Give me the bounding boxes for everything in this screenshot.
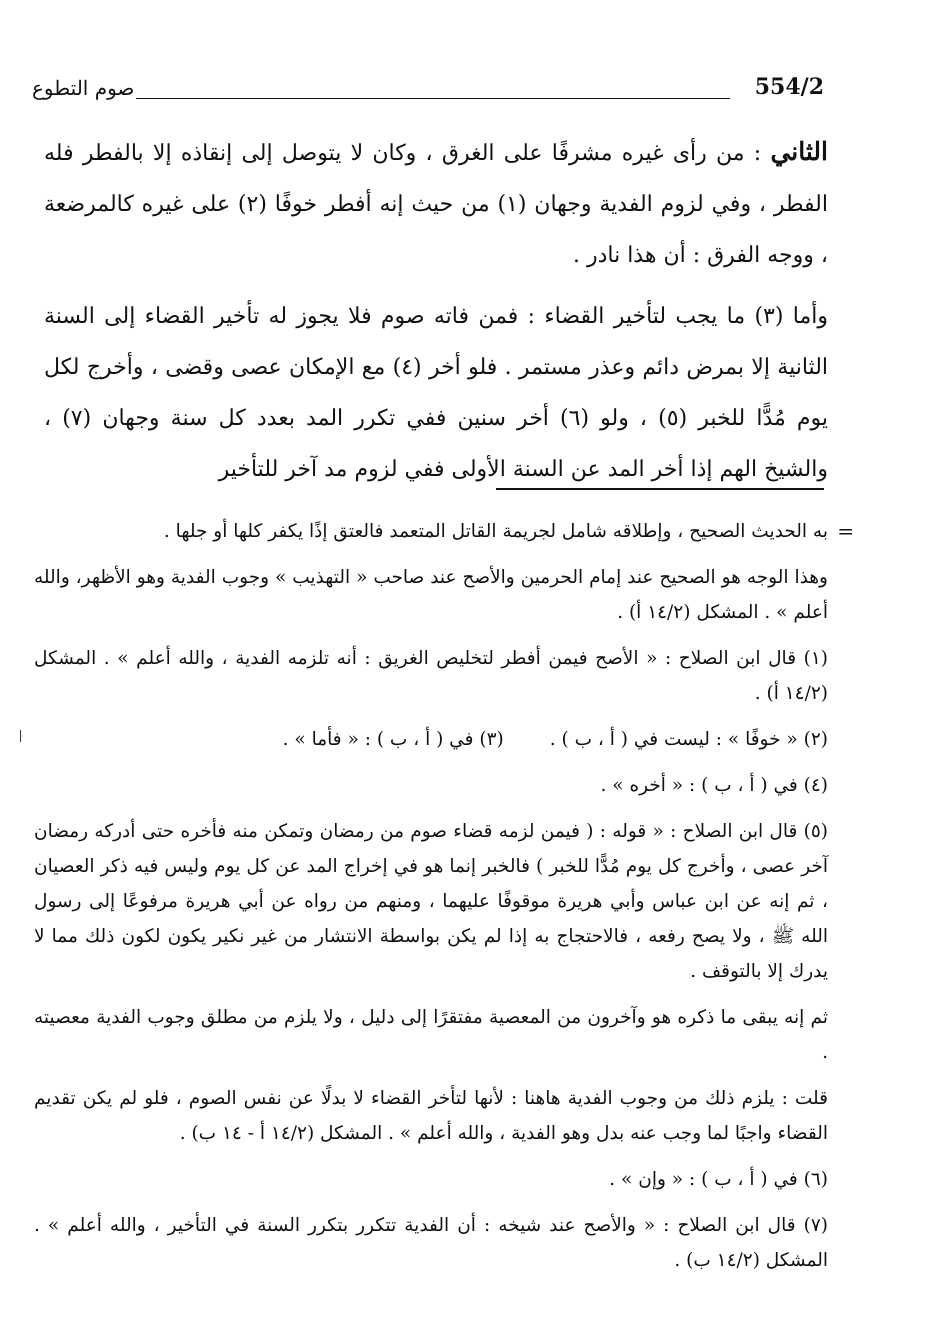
footnote: (٢) « خوفًا » : ليست في ( أ ، ب ) . bbox=[549, 729, 828, 750]
scan-mark bbox=[20, 730, 21, 742]
continuation-mark: = bbox=[837, 519, 854, 543]
page-header bbox=[28, 74, 828, 110]
footnote: (٥) قال ابن الصلاح : « قوله : ( فيمن لزمه قضاء صوم من رمضان وتمكن منه فأخره حتى أدركه رمضان آخر عصى ، وأخرج كل يوم مُدًّا للخبر ) فالخبر إنما هو في إخراج المد عن كل يوم وليس فيه ذكر العصيان ، ثم إنه عن ابن عباس وأبي هريرة موقوفًا عليهما ، ومنهم من رواه عن أبي هريرة مرفوعًا إلى رسول الله ﷺ ، ولا يصح رفعه ، فالاحتجاج به إذا لم يكن بواسطة الانتشار من غير نكير يكون لكون ذلك مما لا يدرك إلا بالتوقف . bbox=[34, 821, 828, 982]
footnote-continuation: به الحديث الصحيح ، وإطلاقه شامل لجريمة القاتل المتعمد فالعتق إذًا يكفر كلها أو جلها . bbox=[163, 521, 828, 542]
paragraph-lead: الثاني bbox=[770, 137, 828, 166]
footnote-continuation: وهذا الوجه هو الصحيح عند إمام الحرمين والأصح عند صاحب « التهذيب » وجوب الفدية وهو الأظهر، والله أعلم » . المشكل (١٤/٢ أ) . bbox=[34, 567, 828, 623]
page-number: 554/2 bbox=[754, 74, 824, 100]
footnote: (٤) في ( أ ، ب ) : « أخره » . bbox=[600, 775, 828, 796]
paragraph-text: : من رأى غيره مشرفًا على الغرق ، وكان لا يتوصل إلى إنقاذه إلا بالفطر فله الفطر ، وفي لزوم الفدية وجهان (١) من حيث إنه أفطر خوفًا (٢) على غيره كالمرضعة ، ووجه الفرق : أن هذا نادر . bbox=[44, 141, 828, 268]
header-rule bbox=[136, 98, 730, 99]
footnote: (٣) في ( أ ، ب ) : « فأما » . bbox=[282, 729, 504, 750]
footnote: (٦) في ( أ ، ب ) : « وإن » . bbox=[609, 1169, 828, 1190]
footnotes bbox=[34, 514, 854, 1289]
paragraph bbox=[44, 126, 828, 281]
footnote: ثم إنه يبقى ما ذكره هو وآخرون من المعصية مفتقرًا إلى دليل ، ولا يلزم من مطلق وجوب الفدية معصيته . bbox=[34, 1007, 828, 1063]
paragraph: وأما (٣) ما يجب لتأخير القضاء : فمن فاته صوم فلا يجوز له تأخير القضاء إلى السنة الثانية إلا بمرض دائم وعذر مستمر . فلو أخر (٤) مع الإمكان عصى وقضى ، وأخرج لكل يوم مُدًّا للخبر (٥) ، ولو (٦) أخر سنين ففي تكرر المد بعدد كل سنة وجهان (٧) ، والشيخ الهم إذا أخر المد عن السنة الأولى ففي لزوم مد آخر للتأخير bbox=[44, 304, 829, 482]
footnote-separator bbox=[496, 488, 824, 490]
main-text bbox=[44, 126, 828, 495]
footnote: قلت : يلزم ذلك من وجوب الفدية هاهنا : لأنها لتأخر القضاء لا بدلًا عن نفس الصوم ، فلو لم يكن تقديم القضاء واجبًا لما وجب عنه بدل وهو الفدية ، والله أعلم » . المشكل (١٤/٢ أ - ١٤ ب) . bbox=[34, 1088, 828, 1144]
running-title: صوم التطوع bbox=[32, 76, 135, 100]
footnote: (١) قال ابن الصلاح : « الأصح فيمن أفطر لتخليص الغريق : أنه تلزمه الفدية ، والله أعلم » . المشكل (١٤/٢ أ) . bbox=[34, 648, 828, 704]
footnote: (٧) قال ابن الصلاح : « والأصح عند شيخه : أن الفدية تتكرر بتكرر السنة في التأخير ، والله أعلم » . المشكل (١٤/٢ ب) . bbox=[34, 1215, 828, 1271]
footnote-row bbox=[34, 722, 828, 757]
